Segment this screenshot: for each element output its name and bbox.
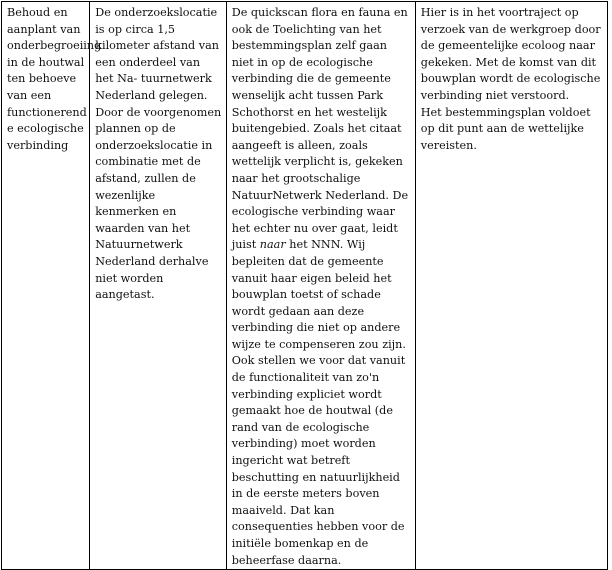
cell-quote	[90, 2, 227, 570]
table-row	[2, 2, 608, 570]
comments-table	[1, 1, 608, 570]
cell-comment-text	[232, 5, 412, 569]
cell-topic	[2, 2, 102, 570]
cell-quote-text: De onderzoekslocatie is op circa 1,5 kilometer afstand van een onderdeel van het Na- tuurnetwerk Nederland gelegen. Door de voorgenomen plannen op de onderzoekslocatie in combinatie met de afstand, zullen de wezenlijke kenmerken en waarden van het Natuurnetwerk Nederland derhalve niet worden aangetast.	[95, 6, 222, 302]
cell-topic-text: Behoud en aanplant van onderbegroeiing in de houtwal ten behoeve van een functionerend e ecologische verbinding	[7, 6, 102, 152]
cell-comment-emphasis: naar	[259, 238, 286, 252]
cell-comment	[226, 2, 415, 570]
cell-comment-part-2: het NNN. Wij bepleiten dat de gemeente vanuit haar eigen beleid het bouwplan toetst of schade wordt gedaan aan deze verbinding die niet op andere wijze te compenseren zou zijn. Ook stellen we voor dat vanuit de functionaliteit van zo'n verbinding expliciet wordt gemaakt hoe de houtwal (de rand van de ecologische verbinding) moet worden ingericht wat betreft beschutting en natuurlijkheid in de eerste meters boven maaiveld. Dat kan consequenties hebben voor de initiële bomenkap en de beheerfase daarna.	[231, 238, 406, 567]
cell-response-text: Hier is in het voortraject op verzoek van de werkgroep door de gemeentelijke ecoloog naar gekeken. Met de komst van dit bouwplan wordt de ecologische verbinding niet verstoord. Het bestemmingsplan voldoet op dit punt aan de wettelijke vereisten.	[420, 6, 601, 152]
cell-comment-part-1: De quickscan flora en fauna en ook de Toelichting van het bestemmingsplan zelf gaan niet in op de ecologische verbinding die de gemeente wenselijk acht tussen Park Schothorst en het westelijk buitengebied. Zoals het citaat aangeeft is alleen, zoals wettelijk verplicht is, gekeken naar het grootschalige NatuurNetwerk Nederland. De ecologische verbinding waar het echter nu over gaat, leidt juist	[231, 6, 409, 252]
cell-response	[415, 2, 607, 570]
